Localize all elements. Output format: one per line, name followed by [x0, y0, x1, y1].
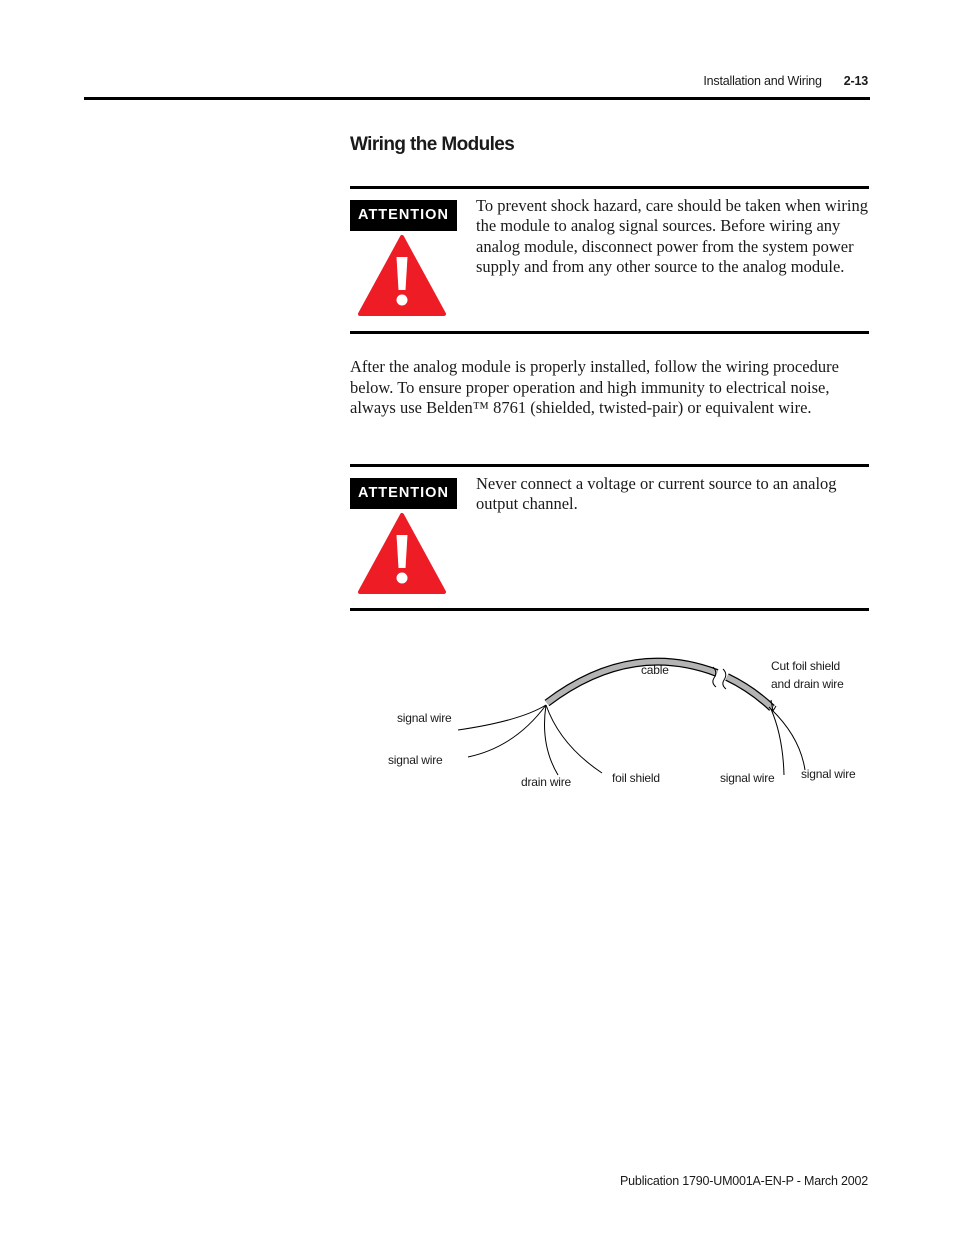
section-title: Wiring the Modules	[350, 134, 515, 155]
page-number: 2-13	[843, 74, 868, 88]
signal-wire-right-1	[771, 709, 784, 775]
signal-wire-left-top	[458, 705, 546, 730]
cable-label: cable	[641, 663, 669, 677]
cut-foil-label-line1: Cut foil shield	[771, 659, 841, 673]
signal-wire-label-left-top: signal wire	[397, 711, 452, 725]
attention-text: To prevent shock hazard, care should be taken when wiring the module to analog signal sources. Before wiring any analog module, disconnect power from the system power supply and from any other source to the analog module.	[476, 196, 868, 276]
signal-wire-label-right-2: signal wire	[801, 767, 856, 781]
warning-triangle-icon	[357, 512, 447, 595]
warning-triangle-icon	[357, 234, 447, 317]
cable-break-mark	[713, 667, 726, 689]
header-section-title: Installation and Wiring	[703, 74, 822, 88]
attention-badge: ATTENTION	[350, 478, 457, 509]
drain-wire-line	[545, 705, 559, 775]
signal-wire-label-left-bottom: signal wire	[388, 753, 443, 767]
publication-footer: Publication 1790-UM001A-EN-P - March 2002	[620, 1174, 868, 1188]
running-header	[703, 74, 868, 88]
signal-wire-right-2	[771, 709, 805, 770]
signal-wire-left-bottom	[468, 705, 546, 757]
drain-wire-label: drain wire	[521, 775, 572, 789]
cable-body-end-fill	[727, 677, 772, 708]
attention-block-shock-hazard	[350, 186, 869, 334]
signal-wire-label-right-1: signal wire	[720, 771, 775, 785]
attention-block-output-channel	[350, 464, 869, 611]
foil-shield-label: foil shield	[612, 771, 660, 785]
body-paragraph: After the analog module is properly installed, follow the wiring procedure below. To ensure proper operation and high immunity to electrical noise, always use Belden™ 8761 (shielded, twisted-pair) or equivalent wire.	[350, 357, 839, 417]
attention-text: Never connect a voltage or current source to an analog output channel.	[476, 474, 837, 514]
cable-wiring-diagram	[380, 645, 870, 805]
cut-foil-label-line2: and drain wire	[771, 677, 844, 691]
header-rule	[84, 97, 870, 100]
foil-shield-line	[546, 705, 602, 773]
attention-badge: ATTENTION	[350, 200, 457, 231]
